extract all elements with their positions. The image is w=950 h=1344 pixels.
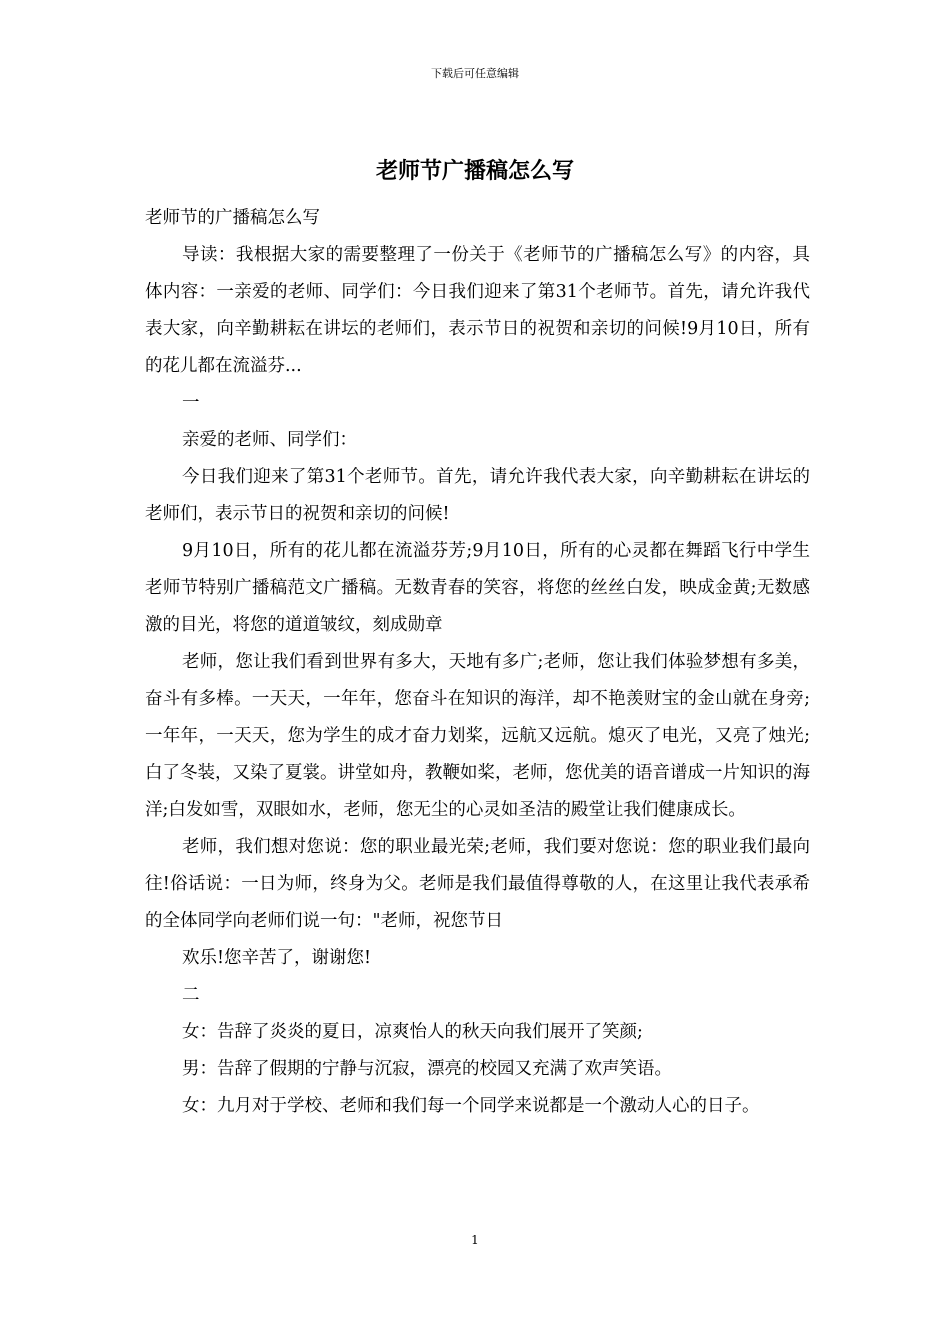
section-marker-two: 二 xyxy=(182,985,200,1005)
dialogue-line: 女：九月对于学校、老师和我们每一个同学来说都是一个激动人心的日子。 xyxy=(182,1096,760,1116)
section-marker-one: 一 xyxy=(182,393,200,413)
document-subtitle: 老师节的广播稿怎么写 xyxy=(145,208,320,228)
page-header: 下载后可任意编辑 xyxy=(431,67,519,80)
paragraph: 今日我们迎来了第31个老师节。首先，请允许我代表大家，向辛勤耕耘在讲坛的老师们，表示节日的祝贺和亲切的问候! xyxy=(145,467,810,524)
paragraph: 9月10日，所有的花儿都在流溢芬芳;9月10日，所有的心灵都在舞蹈飞行中学生老师节特别广播稿范文广播稿。无数青春的笑容，将您的丝丝白发，映成金黄;无数感激的目光，将您的道道皱纹，刻成勋章 xyxy=(145,541,810,635)
paragraph: 老师，您让我们看到世界有多大，天地有多广;老师，您让我们体验梦想有多美，奋斗有多棒。一天天，一年年，您奋斗在知识的海洋，却不艳羡财宝的金山就在身旁;一年年，一天天，您为学生的成才奋力划桨，远航又远航。熄灭了电光，又亮了烛光;白了冬装，又染了夏裳。讲堂如舟，教鞭如桨，老师，您优美的语音谱成一片知识的海洋;白发如雪，双眼如水，老师，您无尘的心灵如圣洁的殿堂让我们健康成长。 xyxy=(145,652,810,820)
dialogue-line: 女：告辞了炎炎的夏日，凉爽怡人的秋天向我们展开了笑颜; xyxy=(182,1022,643,1042)
document-title: 老师节广播稿怎么写 xyxy=(375,158,574,184)
page-number: 1 xyxy=(471,1233,479,1247)
dialogue-line: 男：告辞了假期的宁静与沉寂，漂亮的校园又充满了欢声笑语。 xyxy=(182,1059,672,1079)
paragraph-greeting: 亲爱的老师、同学们： xyxy=(182,430,357,450)
paragraph: 欢乐!您辛苦了，谢谢您! xyxy=(182,948,372,968)
document-body xyxy=(145,200,810,1125)
paragraph-intro: 导读：我根据大家的需要整理了一份关于《老师节的广播稿怎么写》的内容，具体内容：一亲爱的老师、同学们：今日我们迎来了第31个老师节。首先，请允许我代表大家，向辛勤耕耘在讲坛的老师们，表示节日的祝贺和亲切的问候!9月10日，所有的花儿都在流溢芬... xyxy=(145,245,810,376)
paragraph: 老师，我们想对您说：您的职业最光荣;老师，我们要对您说：您的职业我们最向往!俗话说：一日为师，终身为父。老师是我们最值得尊敬的人，在这里让我代表承希的全体同学向老师们说一句："老师，祝您节日 xyxy=(145,837,810,931)
